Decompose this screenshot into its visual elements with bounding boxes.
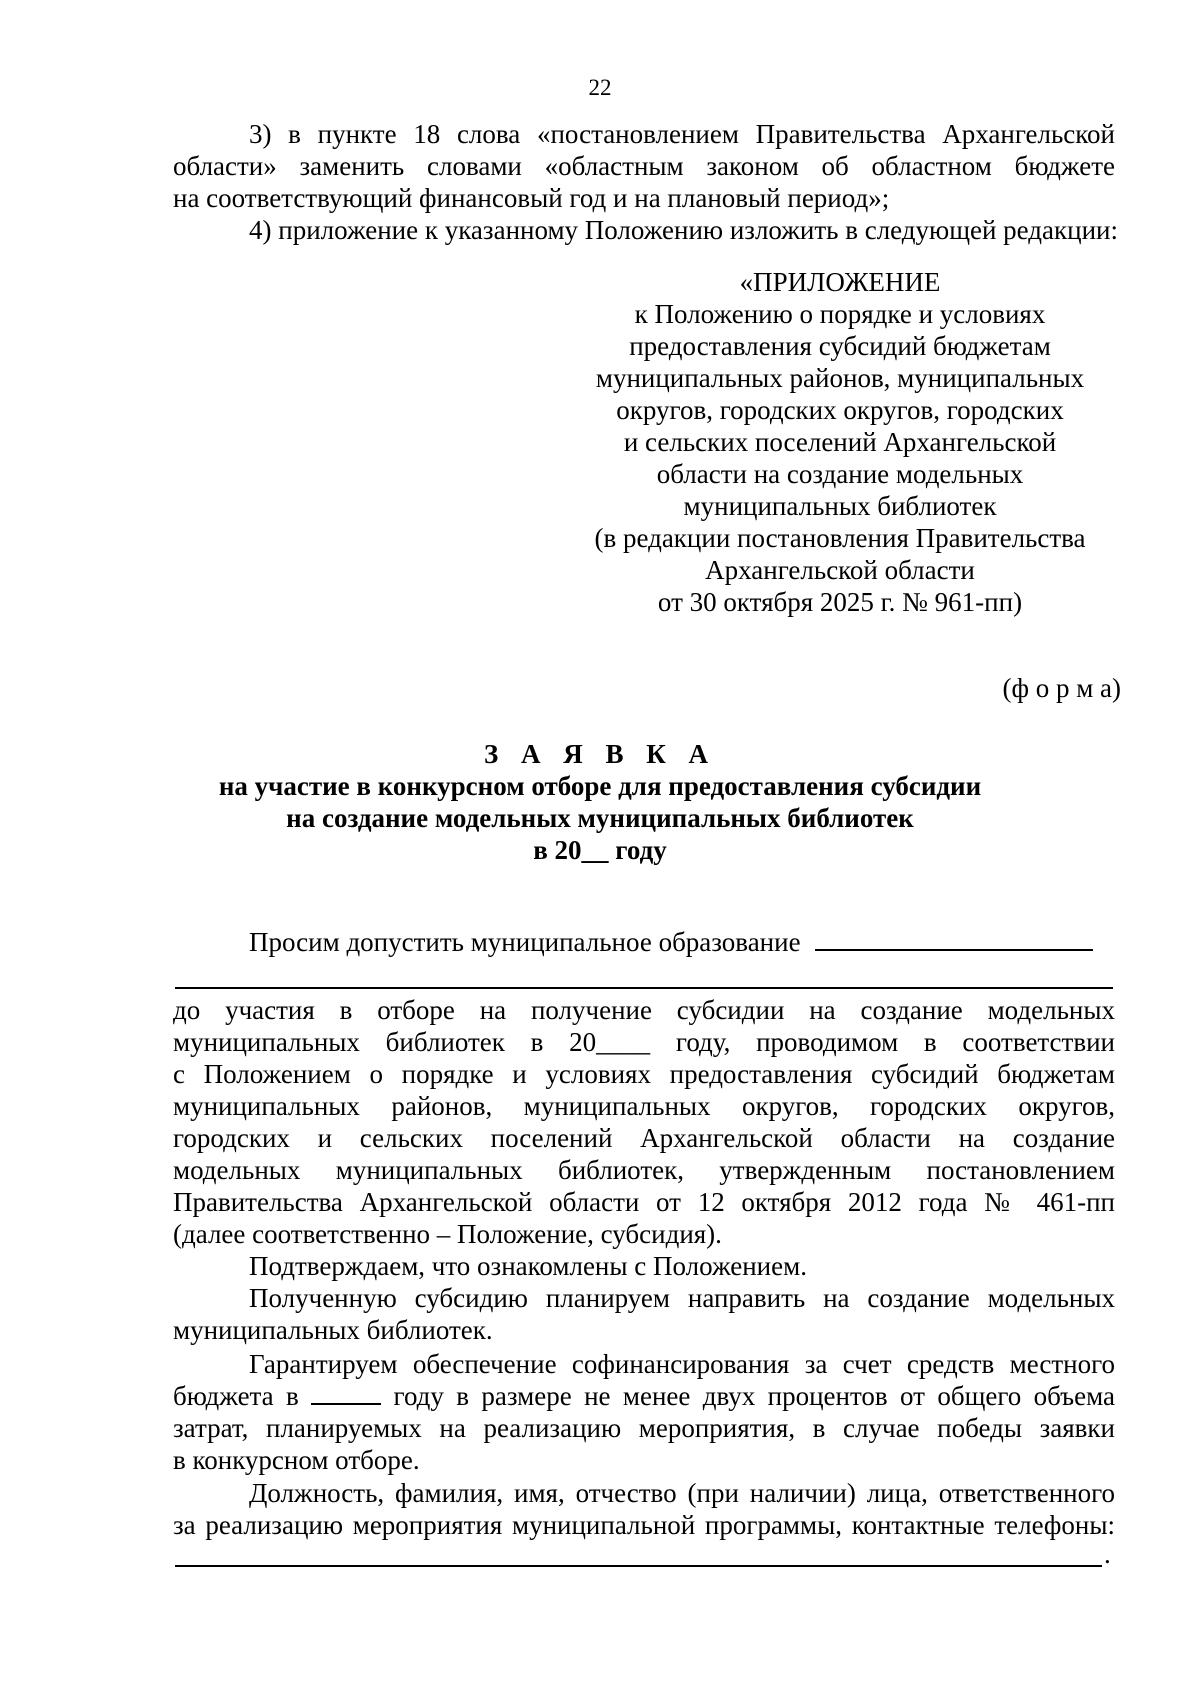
item-3-line-3: на соответствующий финансовый год и на плановый период»; [173,183,890,213]
appendix-line-9: (в редакции постановления Правительства [594,523,1086,553]
direct-line-1: Полученную субсидию планируем направить на создание модельных [249,1283,1115,1313]
item-3-line-2: области» заменить словами «областным законом об областном бюджете [173,151,1115,181]
appendix-line-4: муниципальных районов, муниципальных [595,363,1085,393]
guarantee-line-2 [173,1380,1115,1412]
responsible-blank[interactable] [175,1565,1102,1567]
confirm-line: Подтверждаем, что ознакомлены с Положением. [249,1251,807,1281]
application-title [0,738,1200,866]
guarantee-line-3: затрат, планируемых на реализацию мероприятия, в случае победы заявки [173,1413,1115,1443]
request-body-line-5: городских и сельских поселений Архангельской области на создание [173,1123,1115,1153]
guarantee-line-2-end: году в размере не менее двух процентов от общего объема [393,1381,1116,1411]
direct-paragraph [173,1282,1115,1346]
guarantee-line-2-start: бюджета в [173,1381,299,1411]
appendix-line-5: округов, городских округов, городских [616,395,1064,425]
appendix-line-7: области на создание модельных [656,459,1024,489]
request-body-line-8: (далее соответственно – Положение, субсидия). [173,1219,722,1249]
appendix-line-1: «ПРИЛОЖЕНИЕ [739,267,941,297]
appendix-line-3: предоставления субсидий бюджетам [629,331,1051,361]
item-4-line: 4) приложение к указанному Положению изложить в следующей редакции: [249,215,1118,245]
appendix-line-2: к Положению о порядке и условиях [634,299,1046,329]
request-body-line-2: муниципальных библиотек в 20____ году, проводимом в соответствии [173,1027,1115,1057]
request-body-line-1: до участия в отборе на получение субсидии на создание модельных [173,995,1115,1025]
responsible-paragraph [173,1477,1115,1541]
title-line-1: З А Я В К А [483,739,717,769]
year-blank[interactable] [311,1381,381,1405]
guarantee-paragraph [173,1348,1115,1476]
appendix-line-8: муниципальных библиотек [683,491,997,521]
request-label: Просим допустить муниципальное образование [249,927,801,957]
title-line-3: на создание модельных муниципальных библиотек [286,803,914,833]
form-label: (ф о р м а) [1002,673,1121,703]
page-number: 22 [588,75,612,100]
title-line-2: на участие в конкурсном отборе для предоставления субсидии [218,771,982,801]
request-body-line-6: модельных муниципальных библиотек, утвержденным постановлением [173,1155,1115,1185]
guarantee-line-1: Гарантируем обеспечение софинансирования за счет средств местного [249,1349,1115,1379]
confirm-paragraph [173,1250,1115,1282]
guarantee-line-4: в конкурсном отборе. [173,1445,420,1475]
request-paragraph [173,994,1115,1250]
request-line-1 [249,926,1093,958]
item-3-paragraph [173,118,1115,214]
title-line-4: в 20__ году [533,835,667,865]
appendix-line-11: от 30 октября 2025 г. № 961-пп) [657,587,1023,617]
appendix-header [560,266,1120,618]
request-body-line-7: Правительства Архангельской области от 12 октября 2012 года № 461-пп [173,1187,1115,1217]
request-body-line-3: с Положением о порядке и условиях предоставления субсидий бюджетам [173,1059,1115,1089]
responsible-line-2: за реализацию мероприятия муниципальной программы, контактные телефоны: [173,1510,1115,1540]
responsible-line-1: Должность, фамилия, имя, отчество (при наличии) лица, ответственного [249,1478,1115,1508]
appendix-line-10: Архангельской области [705,555,975,585]
direct-line-2: муниципальных библиотек. [173,1315,493,1345]
appendix-line-6: и сельских поселений Архангельской [623,427,1057,457]
item-4-paragraph [173,214,1118,246]
responsible-end-period: . [1104,1539,1111,1569]
municipality-blank[interactable] [815,927,1093,951]
municipality-blank-continuation[interactable] [175,987,1113,989]
item-3-line-1: 3) в пункте 18 слова «постановлением Правительства Архангельской [249,119,1115,149]
request-body-line-4: муниципальных районов, муниципальных округов, городских округов, [173,1091,1115,1121]
